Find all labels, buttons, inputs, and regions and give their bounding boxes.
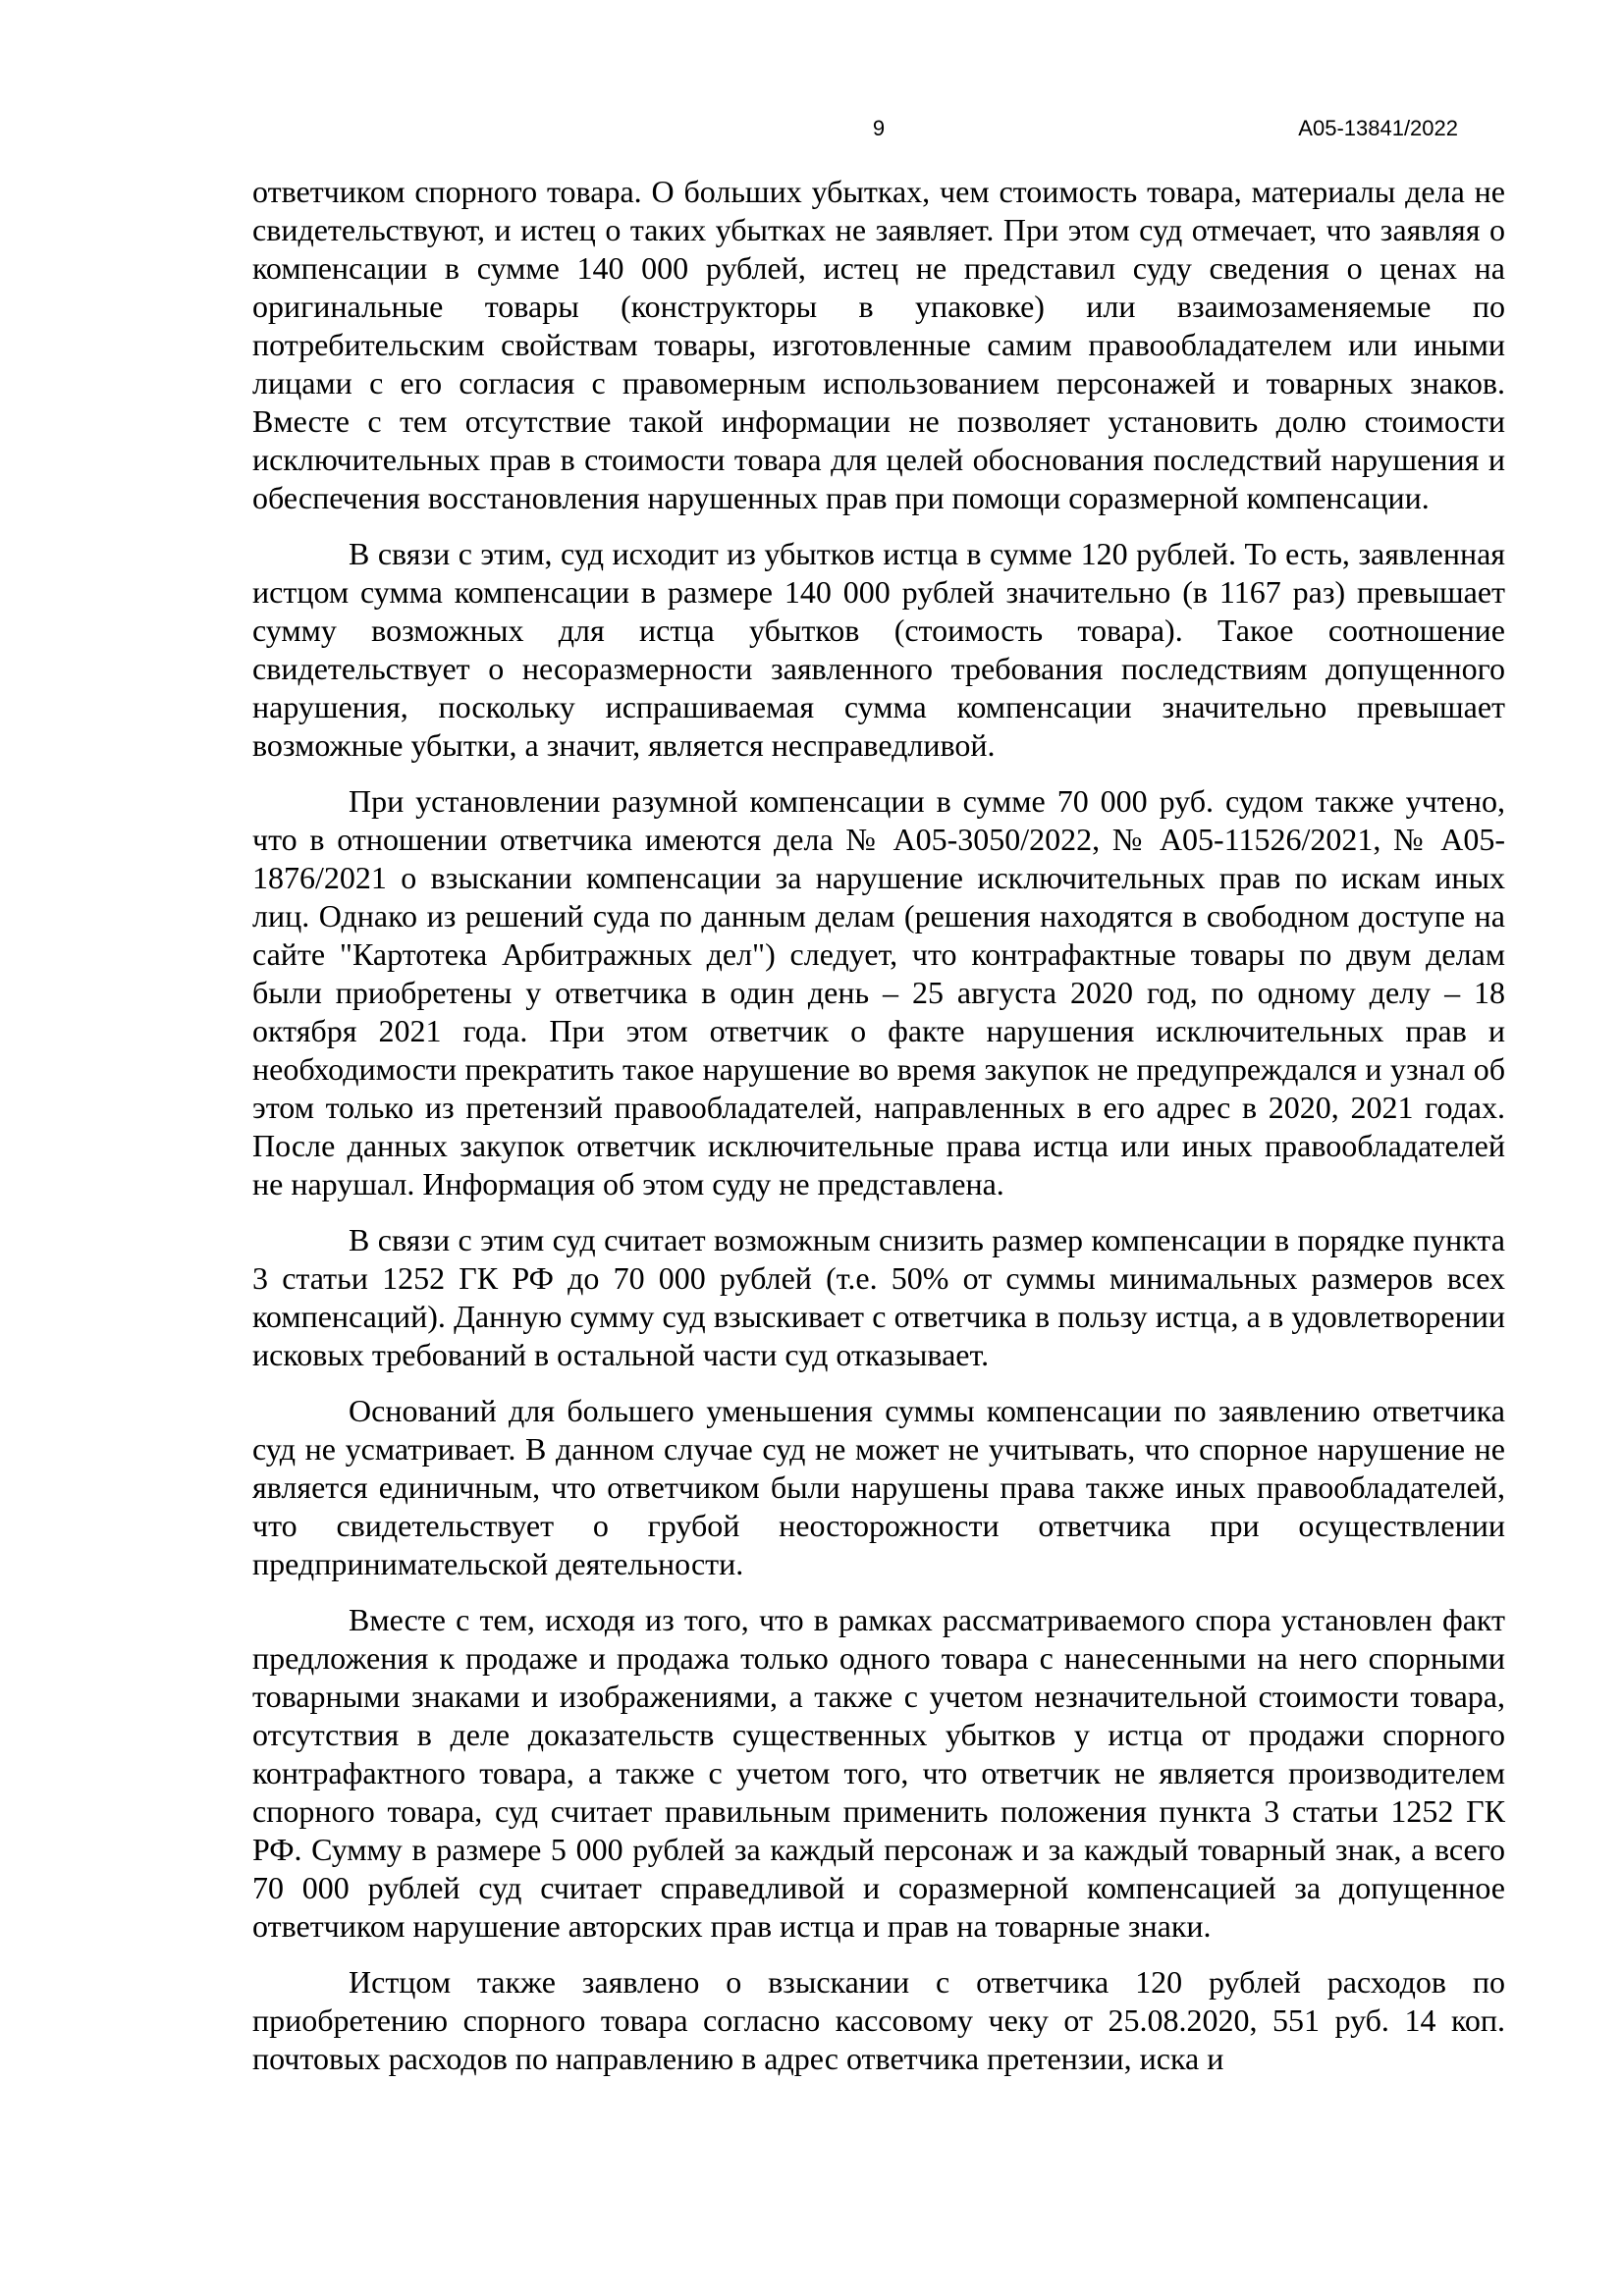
page-header	[252, 116, 1505, 145]
case-number: А05-13841/2022	[1298, 116, 1458, 140]
document-text	[252, 173, 1505, 2096]
paragraph-3: При установлении разумной компенсации в сумме 70 000 руб. судом также учтено, что в отношении ответчика имеются дела № А05-3050/2022, № А05-11526/2021, № А05-1876/2021 о взыскании компенсации за нарушение исключительных прав по искам иных лиц. Однако из решений суда по данным делам (решения находятся в свободном доступе на сайте "Картотека Арбитражных дел") следует, что контрафактные товары по двум делам были приобретены у ответчика в один день – 25 августа 2020 год, по одному делу – 18 октября 2021 года. При этом ответчик о факте нарушения исключительных прав и необходимости прекратить такое нарушение во время закупок не предупреждался и узнал об этом только из претензий правообладателей, направленных в его адрес в 2020, 2021 годах. После данных закупок ответчик исключительные права истца или иных правообладателей не нарушал. Информация об этом суду не представлена.	[252, 783, 1505, 1201]
paragraph-4: В связи с этим суд считает возможным снизить размер компенсации в порядке пункта 3 статьи 1252 ГК РФ до 70 000 рублей (т.е. 50% от суммы минимальных размеров всех компенсаций). Данную сумму суд взыскивает с ответчика в пользу истца, а в удовлетворении исковых требований в остальной части суд отказывает.	[252, 1222, 1505, 1372]
paragraph-7: Истцом также заявлено о взыскании с ответчика 120 рублей расходов по приобретению спорного товара согласно кассовому чеку от 25.08.2020, 551 руб. 14 коп. почтовых расходов по направлению в адрес ответчика претензии, иска и	[252, 1964, 1505, 2076]
paragraph-6: Вместе с тем, исходя из того, что в рамках рассматриваемого спора установлен факт предложения к продаже и продажа только одного товара с нанесенными на него спорными товарными знаками и изображениями, а также с учетом незначительной стоимости товара, отсутствия в деле доказательств существенных убытков у истца от продажи спорного контрафактного товара, а также с учетом того, что ответчик не является производителем спорного товара, суд считает правильным применить положения пункта 3 статьи 1252 ГК РФ. Сумму в размере 5 000 рублей за каждый персонаж и за каждый товарный знак, а всего 70 000 рублей суд считает справедливой и соразмерной компенсацией за допущенное ответчиком нарушение авторских прав истца и прав на товарные знаки.	[252, 1602, 1505, 1944]
paragraph-1: ответчиком спорного товара. О больших убытках, чем стоимость товара, материалы дела не свидетельствуют, и истец о таких убытках не заявляет. При этом суд отмечает, что заявляя о компенсации в сумме 140 000 рублей, истец не представил суду сведения о ценах на оригинальные товары (конструкторы в упаковке) или взаимозаменяемые по потребительским свойствам товары, изготовленные самим правообладателем или иными лицами с его согласия с правомерным использованием персонажей и товарных знаков. Вместе с тем отсутствие такой информации не позволяет установить долю стоимости исключительных прав в стоимости товара для целей обоснования последствий нарушения и обеспечения восстановления нарушенных прав при помощи соразмерной компенсации.	[252, 174, 1505, 515]
page-number: 9	[872, 116, 886, 140]
paragraph-2: В связи с этим, суд исходит из убытков истца в сумме 120 рублей. То есть, заявленная истцом сумма компенсации в размере 140 000 рублей значительно (в 1167 раз) превышает сумму возможных для истца убытков (стоимость товара). Такое соотношение свидетельствует о несоразмерности заявленного требования последствиям допущенного нарушения, поскольку испрашиваемая сумма компенсации значительно превышает возможные убытки, а значит, является несправедливой.	[252, 536, 1505, 763]
paragraph-5: Оснований для большего уменьшения суммы компенсации по заявлению ответчика суд не усматривает. В данном случае суд не может не учитывать, что спорное нарушение не является единичным, что ответчиком были нарушены права также иных правообладателей, что свидетельствует о грубой неосторожности ответчика при осуществлении предпринимательской деятельности.	[252, 1393, 1505, 1581]
